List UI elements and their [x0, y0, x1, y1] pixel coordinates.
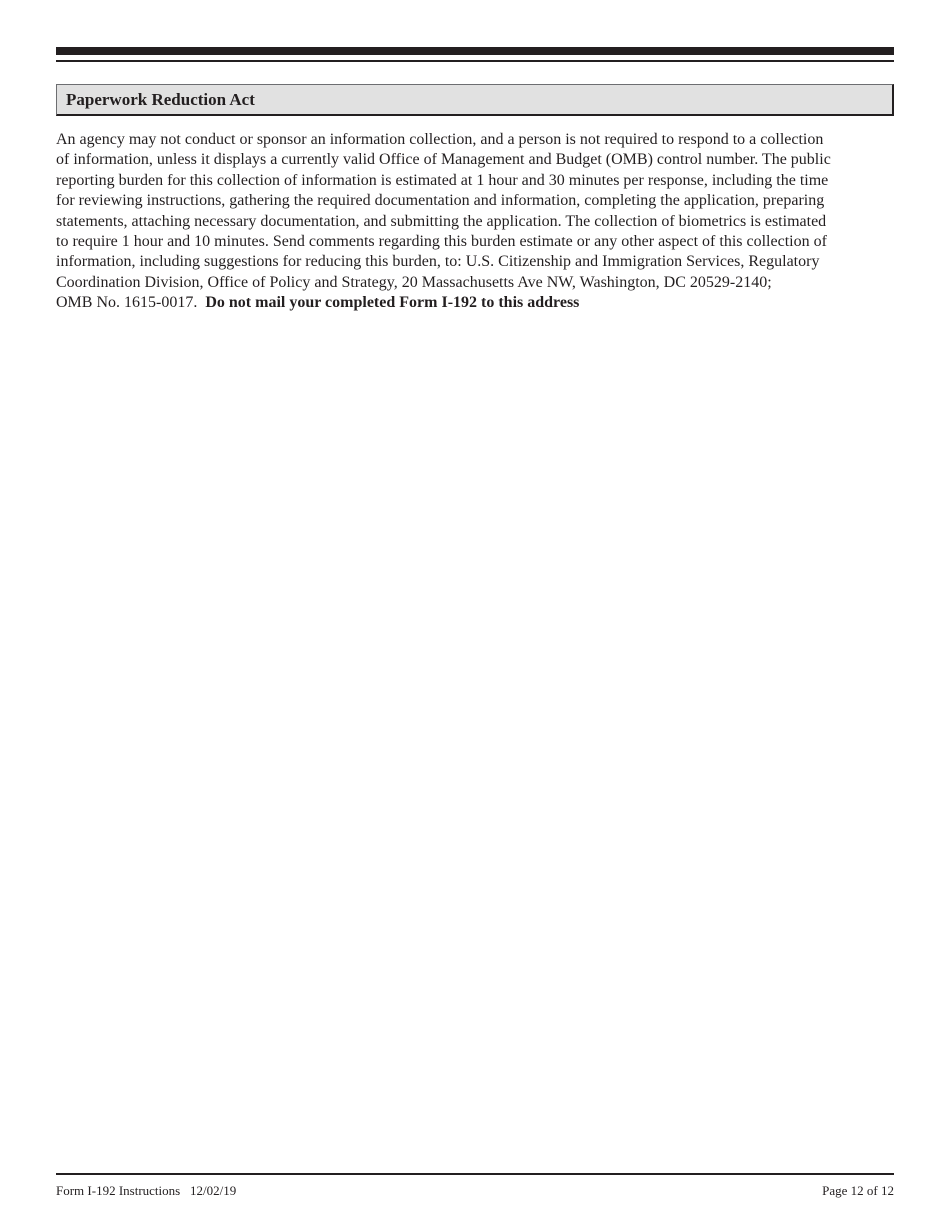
paragraph-line: information, including suggestions for reducing this burden, to: U.S. Citizenship and Immigration Services, Regulatory: [56, 253, 820, 271]
paragraph-line: An agency may not conduct or sponsor an information collection, and a person is not required to respond to a collection: [56, 131, 824, 148]
top-thick-rule: [56, 47, 894, 55]
paragraph-line: to require 1 hour and 10 minutes. Send comments regarding this burden estimate or any other aspect of this collection of: [56, 233, 827, 251]
paperwork-reduction-paragraph: [56, 130, 896, 314]
paragraph-line: Coordination Division, Office of Policy and Strategy, 20 Massachusetts Ave NW, Washington, DC 20529-2140;: [56, 273, 772, 291]
footer-form-info: [56, 1183, 236, 1199]
footer-rule: [56, 1173, 894, 1175]
section-title: Paperwork Reduction Act: [66, 90, 255, 109]
paragraph-line: reporting burden for this collection of information is estimated at 1 hour and 30 minutes per response, including the time: [56, 171, 829, 189]
omb-number-text: OMB No. 1615-0017.: [56, 294, 206, 312]
document-page: [56, 0, 894, 1230]
top-thin-rule: [56, 60, 894, 62]
footer-edition-date: 12/02/19: [189, 1183, 237, 1198]
paragraph-last-line: [56, 293, 896, 313]
section-header-paperwork-reduction-act: [56, 84, 894, 116]
do-not-mail-notice: Do not mail your completed Form I-192 to this address: [205, 294, 580, 312]
paragraph-line: statements, attaching necessary documentation, and submitting the application. The collection of biometrics is estimated: [56, 212, 827, 230]
paragraph-line: of information, unless it displays a currently valid Office of Management and Budget (OMB) control number. The public: [56, 151, 831, 169]
paragraph-line: for reviewing instructions, gathering the required documentation and information, completing the application, preparing: [56, 192, 825, 210]
footer-page-number: Page 12 of 12: [822, 1183, 894, 1198]
footer-form-name: Form I-192 Instructions: [56, 1183, 181, 1198]
